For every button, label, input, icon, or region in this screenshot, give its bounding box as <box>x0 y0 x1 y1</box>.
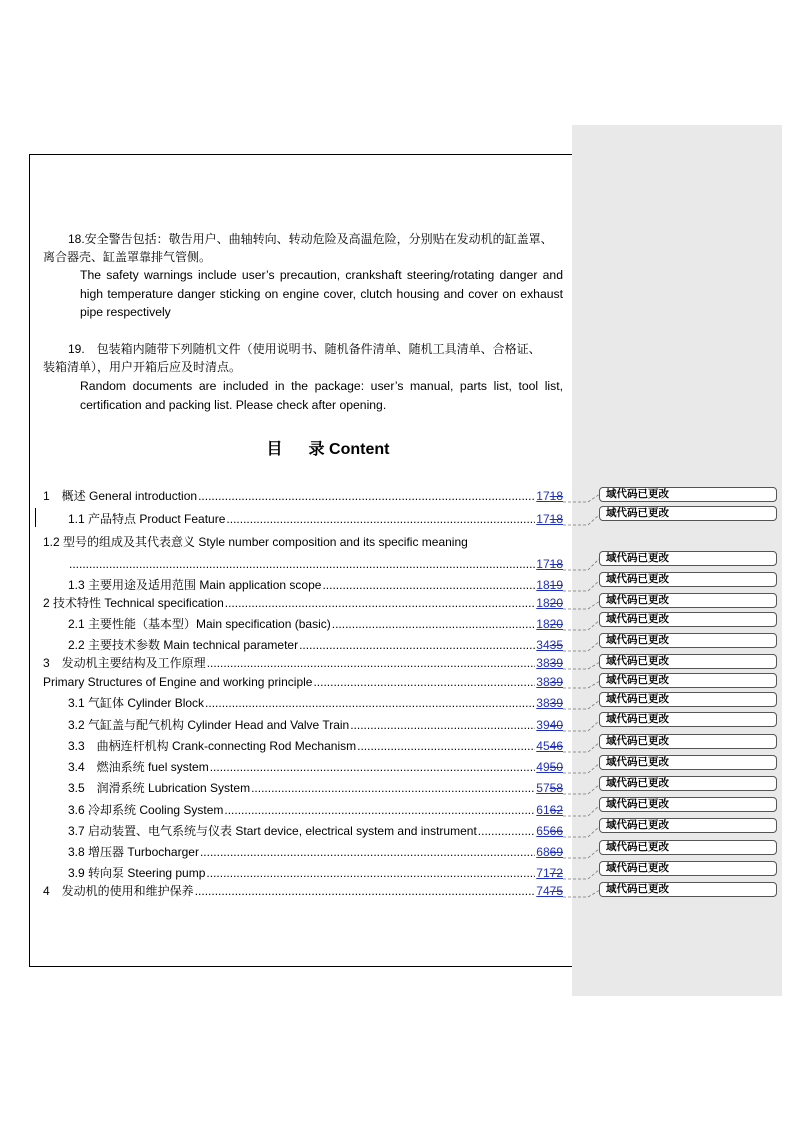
comment-balloon[interactable]: 域代码已更改 <box>599 593 777 608</box>
toc-entry-title: 3.5 润滑系统 Lubrication System <box>68 781 251 795</box>
toc-entry-title: 3.2 气缸盖与配气机构 Cylinder Head and Valve Train <box>68 718 350 732</box>
toc-heading-en: Content <box>329 441 390 458</box>
item19-en: Random documents are included in the package: user’s manual, parts list, tool list, certification and packing list. Please check after opening. <box>80 379 563 412</box>
toc-entry-page[interactable]: 6566 <box>536 824 563 838</box>
toc-entry-page[interactable]: 7475 <box>536 884 563 898</box>
toc-entry-title: 1.1 产品特点 Product Feature <box>68 512 226 526</box>
toc-leader <box>225 595 536 611</box>
toc-entry-page[interactable]: 3940 <box>536 718 563 732</box>
toc-entry-title: 1.2 型号的组成及其代表意义 Style number composition and its specific meaning <box>43 535 468 549</box>
item19-cn-line2: 装箱清单），用户开箱后应及时清点。 <box>43 360 242 374</box>
comment-balloon[interactable]: 域代码已更改 <box>599 840 777 855</box>
toc-entry-page[interactable]: 7172 <box>536 866 563 880</box>
toc-entry[interactable] <box>43 655 563 671</box>
toc-entry-title: 3.8 增压器 Turbocharger <box>68 845 199 859</box>
toc-entry-page[interactable]: 6869 <box>536 845 563 859</box>
toc-leader <box>210 759 536 775</box>
toc-entry[interactable] <box>68 556 563 572</box>
toc-entry[interactable] <box>68 616 563 632</box>
comment-balloon[interactable]: 域代码已更改 <box>599 572 777 587</box>
toc-entry-page[interactable]: 1820 <box>536 596 563 610</box>
toc-entry[interactable] <box>43 674 563 690</box>
toc-leader <box>195 883 536 899</box>
toc-entry[interactable] <box>68 865 563 881</box>
toc-leader <box>332 616 536 632</box>
comment-balloon[interactable]: 域代码已更改 <box>599 654 777 669</box>
comment-balloon[interactable]: 域代码已更改 <box>599 755 777 770</box>
item18-en: The safety warnings include user’s precaution, crankshaft steering/rotating danger and high temperature danger sticking on engine cover, clutch housing and cover on exhaust pipe respectively <box>80 268 563 319</box>
toc-entry[interactable] <box>68 637 563 653</box>
revision-bar <box>35 508 36 527</box>
toc-leader <box>357 738 535 754</box>
toc-entry-page[interactable]: 3435 <box>536 638 563 652</box>
toc-entry[interactable] <box>68 780 563 796</box>
toc-leader <box>198 488 535 504</box>
comment-balloon[interactable]: 域代码已更改 <box>599 487 777 502</box>
toc-leader <box>251 780 535 796</box>
toc-entry-page[interactable]: 6162 <box>536 803 563 817</box>
toc-entry[interactable] <box>68 577 563 593</box>
toc-entry-page[interactable]: 3839 <box>536 656 563 670</box>
toc-entry-page[interactable]: 1718 <box>536 557 563 571</box>
toc-entry[interactable] <box>43 595 563 611</box>
item18-cn-line1: 18.安全警告包括：敬告用户、曲轴转向、转动危险及高温危险，分别贴在发动机的缸盖罩、 <box>68 232 553 246</box>
toc-entry[interactable] <box>68 844 563 860</box>
toc-entry-title: 1.3 主要用途及适用范围 Main application scope <box>68 578 322 592</box>
toc-entry-title: 3.9 转向泵 Steering pump <box>68 866 206 880</box>
toc-leader <box>69 556 535 572</box>
toc-entry-title: 3.4 燃油系统 fuel system <box>68 760 209 774</box>
toc-leader <box>206 865 535 881</box>
toc-entry[interactable] <box>68 738 563 754</box>
toc-entry[interactable] <box>68 759 563 775</box>
item18-cn-line2: 离合器壳、缸盖罩靠排气管侧。 <box>43 250 212 264</box>
toc-entry-page[interactable]: 1820 <box>536 617 563 631</box>
comment-balloon[interactable]: 域代码已更改 <box>599 734 777 749</box>
toc-leader <box>205 695 535 711</box>
comment-balloon[interactable]: 域代码已更改 <box>599 506 777 521</box>
toc-leader <box>200 844 535 860</box>
toc-leader <box>322 577 535 593</box>
toc-entry-page[interactable]: 1819 <box>536 578 563 592</box>
comment-balloon[interactable]: 域代码已更改 <box>599 692 777 707</box>
toc-leader <box>350 717 535 733</box>
toc-entry-title: 3 发动机主要结构及工作原理 <box>43 656 206 670</box>
toc-entry-title: 2.1 主要性能（基本型）Main specification (basic) <box>68 617 331 631</box>
toc-entry[interactable] <box>68 802 563 818</box>
comment-balloon[interactable]: 域代码已更改 <box>599 673 777 688</box>
comment-balloon[interactable]: 域代码已更改 <box>599 612 777 627</box>
toc-leader <box>478 823 536 839</box>
toc-entry-title: 2 技术特性 Technical specification <box>43 596 224 610</box>
toc-entry-title: 3.1 气缸体 Cylinder Block <box>68 696 205 710</box>
toc-entry-title: 3.3 曲柄连杆机构 Crank-connecting Rod Mechanism <box>68 739 357 753</box>
toc-leader <box>224 802 535 818</box>
toc-entry[interactable] <box>43 883 563 899</box>
toc-entry-page[interactable]: 4950 <box>536 760 563 774</box>
toc-entry[interactable] <box>68 695 563 711</box>
toc-entry-title: 3.6 冷却系统 Cooling System <box>68 803 224 817</box>
toc-entry-page[interactable]: 3839 <box>536 675 563 689</box>
toc-entry[interactable] <box>68 511 563 527</box>
comment-balloon[interactable]: 域代码已更改 <box>599 776 777 791</box>
comment-balloon[interactable]: 域代码已更改 <box>599 551 777 566</box>
toc-leader <box>226 511 535 527</box>
toc-heading-cn-2: 录 <box>308 441 325 458</box>
toc-entry[interactable] <box>43 534 563 550</box>
toc-entry-page[interactable]: 3839 <box>536 696 563 710</box>
item19-cn-line1: 19. 包装箱内随带下列随机文件（使用说明书、随机备件清单、随机工具清单、合格证、 <box>68 342 541 356</box>
toc-heading <box>0 440 656 460</box>
comment-balloon[interactable]: 域代码已更改 <box>599 882 777 897</box>
toc-leader <box>299 637 535 653</box>
toc-entry[interactable] <box>43 488 563 504</box>
toc-entry-page[interactable]: 1718 <box>536 512 563 526</box>
toc-entry-title: 4 发动机的使用和维护保养 <box>43 884 194 898</box>
comment-balloon[interactable]: 域代码已更改 <box>599 712 777 727</box>
comment-balloon[interactable]: 域代码已更改 <box>599 633 777 648</box>
toc-entry-page[interactable]: 1718 <box>536 489 563 503</box>
toc-leader <box>313 674 535 690</box>
toc-entry[interactable] <box>68 717 563 733</box>
toc-heading-cn-1: 目 <box>266 441 283 458</box>
comment-balloon[interactable]: 域代码已更改 <box>599 818 777 833</box>
toc-entry-title: Primary Structures of Engine and working principle <box>43 675 313 689</box>
toc-entry[interactable] <box>68 823 563 839</box>
comment-balloon[interactable]: 域代码已更改 <box>599 861 777 876</box>
toc-entry-title: 1 概述 General introduction <box>43 489 198 503</box>
toc-entry-title: 3.7 启动装置、电气系统与仪表 Start device, electrical system and instrument <box>68 824 477 838</box>
toc-entry-page[interactable]: 4546 <box>536 739 563 753</box>
toc-entry-page[interactable]: 5758 <box>536 781 563 795</box>
toc-leader <box>207 655 536 671</box>
comment-balloon[interactable]: 域代码已更改 <box>599 797 777 812</box>
toc-entry-title: 2.2 主要技术参数 Main technical parameter <box>68 638 299 652</box>
